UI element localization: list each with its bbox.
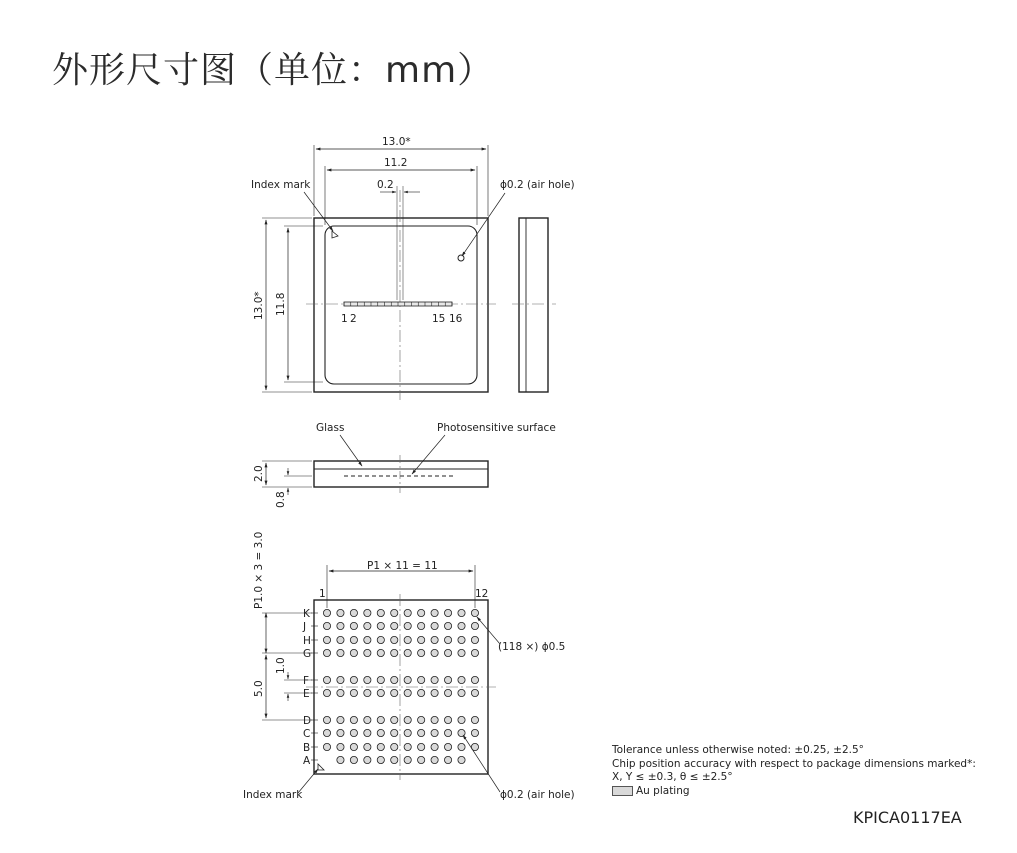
drawing-code: KPICA0117EA	[853, 808, 962, 827]
dim-gap-1: 1.0	[275, 657, 287, 674]
solder-ball	[364, 743, 371, 750]
solder-ball	[377, 743, 384, 750]
solder-ball	[444, 756, 451, 763]
solder-ball	[350, 609, 357, 616]
dim-pitch-horizontal: P1 × 11 = 11	[367, 560, 438, 572]
note-chip-position: Chip position accuracy with respect to package dimensions marked*:	[612, 757, 976, 770]
row-label-d: D	[303, 715, 312, 727]
solder-ball	[337, 649, 344, 656]
solder-ball	[431, 609, 438, 616]
solder-ball	[364, 689, 371, 696]
solder-ball	[323, 622, 330, 629]
air-hole-label: ϕ0.2 (air hole)	[500, 179, 575, 191]
solder-ball	[444, 689, 451, 696]
solder-ball	[337, 676, 344, 683]
solder-ball	[431, 649, 438, 656]
solder-ball	[323, 649, 330, 656]
solder-ball	[377, 649, 384, 656]
row-labels	[302, 608, 318, 767]
solder-ball	[458, 636, 465, 643]
solder-ball	[377, 716, 384, 723]
solder-ball	[471, 689, 478, 696]
dim-offset: 0.8	[275, 491, 287, 508]
solder-ball	[418, 729, 425, 736]
dim-height-inner: 11.8	[275, 292, 287, 316]
solder-ball	[350, 743, 357, 750]
dim-gap-5: 5.0	[253, 680, 265, 697]
solder-ball	[391, 609, 398, 616]
page-title: 外形尺寸图（单位：mm）	[52, 50, 495, 91]
column-first: 1	[319, 588, 326, 600]
solder-ball	[337, 729, 344, 736]
solder-ball	[458, 743, 465, 750]
solder-ball	[471, 622, 478, 629]
solder-ball	[404, 689, 411, 696]
solder-ball	[323, 743, 330, 750]
solder-ball	[377, 729, 384, 736]
solder-ball	[471, 649, 478, 656]
solder-ball	[377, 676, 384, 683]
solder-ball	[391, 743, 398, 750]
legend-au-plating	[612, 785, 976, 799]
solder-ball	[404, 743, 411, 750]
solder-ball	[404, 636, 411, 643]
ball-grid	[323, 609, 478, 763]
solder-ball	[323, 729, 330, 736]
solder-ball	[337, 689, 344, 696]
solder-ball	[391, 729, 398, 736]
solder-ball	[431, 716, 438, 723]
solder-ball	[364, 716, 371, 723]
solder-ball	[350, 689, 357, 696]
solder-ball	[377, 609, 384, 616]
solder-ball	[337, 756, 344, 763]
side-view	[512, 218, 556, 392]
row-label-c: C	[303, 728, 311, 740]
index-mark-icon	[318, 764, 324, 770]
solder-ball	[431, 756, 438, 763]
solder-ball	[471, 636, 478, 643]
solder-ball	[431, 729, 438, 736]
ball-label: (118 ×) ϕ0.5	[498, 641, 566, 653]
dim-width-outer: 13.0*	[382, 136, 411, 148]
section-view	[253, 422, 556, 508]
pin-label-15: 15	[432, 313, 446, 325]
solder-ball	[471, 729, 478, 736]
photosensitive-label: Photosensitive surface	[437, 422, 556, 434]
solder-ball	[337, 743, 344, 750]
solder-ball	[458, 689, 465, 696]
solder-ball	[431, 636, 438, 643]
solder-ball	[404, 716, 411, 723]
solder-ball	[391, 676, 398, 683]
solder-ball	[323, 676, 330, 683]
bottom-view	[243, 532, 575, 801]
solder-ball	[364, 729, 371, 736]
solder-ball	[458, 676, 465, 683]
solder-ball	[364, 622, 371, 629]
solder-ball	[337, 622, 344, 629]
solder-ball	[418, 622, 425, 629]
solder-ball	[350, 649, 357, 656]
row-label-e: E	[303, 688, 310, 700]
solder-ball	[444, 609, 451, 616]
legend-label: Au plating	[636, 784, 690, 797]
pin-label-1: 1	[341, 313, 348, 325]
solder-ball	[444, 622, 451, 629]
solder-ball	[364, 636, 371, 643]
pin-label-2: 2	[350, 313, 357, 325]
row-label-g: G	[303, 648, 312, 660]
solder-ball	[391, 716, 398, 723]
dim-width-inner: 11.2	[384, 157, 408, 169]
solder-ball	[377, 756, 384, 763]
solder-ball	[471, 676, 478, 683]
glass-label: Glass	[316, 422, 345, 434]
solder-ball	[418, 743, 425, 750]
solder-ball	[350, 636, 357, 643]
solder-ball	[458, 756, 465, 763]
solder-ball	[323, 609, 330, 616]
solder-ball	[337, 636, 344, 643]
index-mark-icon	[332, 231, 338, 238]
solder-ball	[364, 609, 371, 616]
solder-ball	[444, 729, 451, 736]
solder-ball	[418, 636, 425, 643]
row-label-j: J	[303, 621, 307, 633]
solder-ball	[418, 756, 425, 763]
solder-ball	[404, 756, 411, 763]
solder-ball	[391, 636, 398, 643]
solder-ball	[471, 716, 478, 723]
solder-ball	[431, 622, 438, 629]
row-label-h: H	[303, 635, 311, 647]
solder-ball	[458, 622, 465, 629]
solder-ball	[350, 729, 357, 736]
solder-ball	[444, 636, 451, 643]
au-plating-swatch	[612, 786, 633, 796]
column-last: 12	[475, 588, 489, 600]
solder-ball	[350, 622, 357, 629]
solder-ball	[444, 649, 451, 656]
solder-ball	[418, 649, 425, 656]
solder-ball	[391, 649, 398, 656]
solder-ball	[444, 743, 451, 750]
solder-ball	[337, 609, 344, 616]
row-label-f: F	[303, 675, 310, 687]
note-xy-theta: X, Y ≤ ±0.3, θ ≤ ±2.5°	[612, 771, 733, 783]
solder-ball	[323, 636, 330, 643]
solder-ball	[377, 622, 384, 629]
solder-ball	[471, 609, 478, 616]
solder-ball	[350, 756, 357, 763]
solder-ball	[444, 716, 451, 723]
solder-ball	[364, 756, 371, 763]
solder-ball	[350, 676, 357, 683]
solder-ball	[444, 676, 451, 683]
solder-ball	[418, 676, 425, 683]
solder-ball	[404, 622, 411, 629]
solder-ball	[377, 636, 384, 643]
solder-ball	[418, 689, 425, 696]
solder-ball	[391, 756, 398, 763]
solder-ball	[431, 743, 438, 750]
dim-height-outer: 13.0*	[253, 291, 265, 320]
index-mark-label: Index mark	[251, 179, 311, 191]
dim-pitch-vertical: P1.0 × 3 = 3.0	[253, 531, 265, 609]
pin-label-16: 16	[449, 313, 463, 325]
solder-ball	[458, 729, 465, 736]
solder-ball	[431, 676, 438, 683]
solder-ball	[418, 716, 425, 723]
solder-ball	[391, 689, 398, 696]
solder-ball	[364, 676, 371, 683]
solder-ball	[323, 689, 330, 696]
solder-ball	[350, 716, 357, 723]
solder-ball	[404, 609, 411, 616]
solder-ball	[458, 649, 465, 656]
dim-pitch-small: 0.2	[377, 179, 394, 191]
solder-ball	[431, 689, 438, 696]
tolerance-notes	[612, 744, 976, 798]
row-label-k: K	[303, 608, 310, 620]
solder-ball	[418, 609, 425, 616]
note-tolerance: Tolerance unless otherwise noted: ±0.25, ±2.5°	[612, 744, 864, 756]
solder-ball	[404, 649, 411, 656]
air-hole-label-bottom: ϕ0.2 (air hole)	[500, 789, 575, 801]
air-hole-icon	[458, 255, 464, 261]
solder-ball	[404, 676, 411, 683]
solder-ball	[458, 716, 465, 723]
index-mark-label-bottom: Index mark	[243, 789, 303, 801]
row-label-b: B	[303, 742, 311, 754]
solder-ball	[404, 729, 411, 736]
solder-ball	[458, 609, 465, 616]
solder-ball	[337, 716, 344, 723]
solder-ball	[364, 649, 371, 656]
dim-thickness: 2.0	[253, 465, 265, 482]
solder-ball	[377, 689, 384, 696]
solder-ball	[391, 622, 398, 629]
solder-ball	[323, 716, 330, 723]
row-label-a: A	[303, 755, 311, 767]
